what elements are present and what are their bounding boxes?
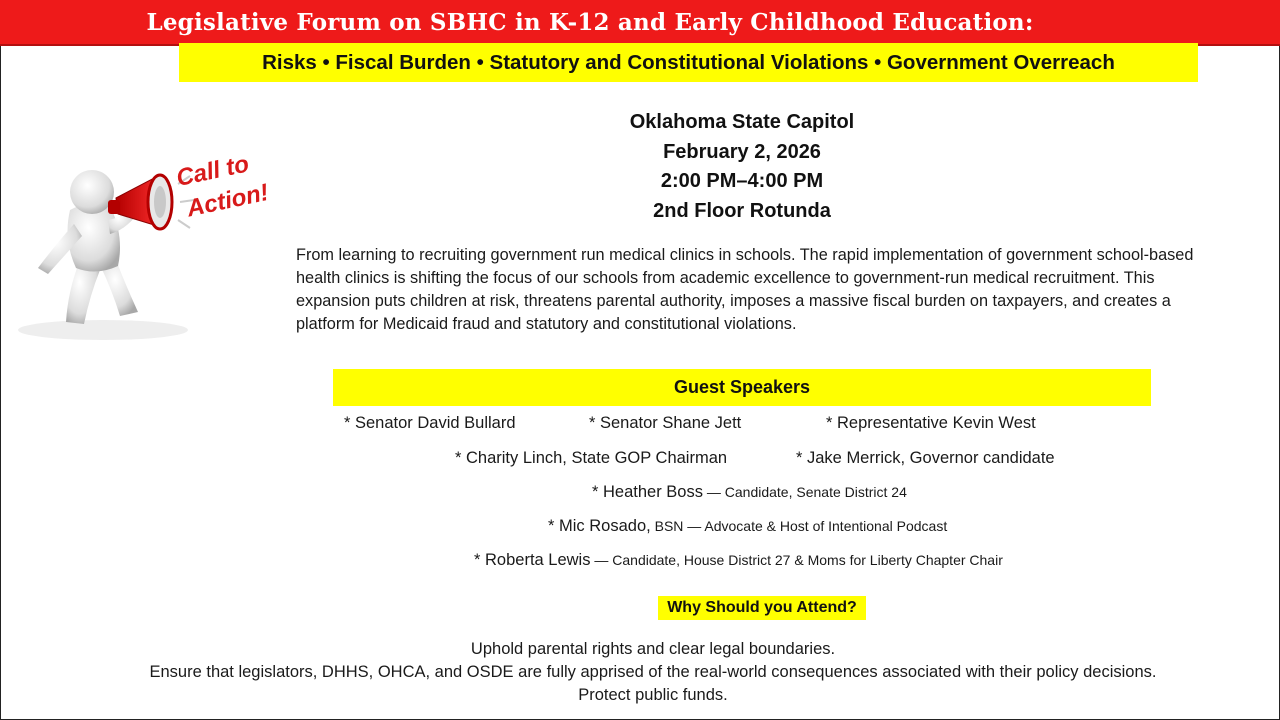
reason-item: Protect public funds. xyxy=(578,686,728,704)
speaker-item xyxy=(548,517,947,536)
speaker-name: * Senator David Bullard xyxy=(344,414,516,432)
speaker-item xyxy=(796,449,1055,468)
speakers-heading: Guest Speakers xyxy=(673,377,811,397)
reason-item: Uphold parental rights and clear legal boundaries. xyxy=(470,640,836,658)
speaker-name: * Mic Rosado, xyxy=(548,517,651,535)
event-time: 2:00 PM–4:00 PM xyxy=(660,170,824,192)
title-banner xyxy=(0,0,1280,46)
reason-item: Ensure that legislators, DHHS, OHCA, and OSDE are fully apprised of the real-world consequences associated with their policy decisions. xyxy=(149,663,1157,681)
callout-line-2: Action! xyxy=(184,178,271,223)
forum-description: From learning to recruiting government run medical clinics in schools. The rapid implementation of government school-based health clinics is shifting the focus of our schools from academic excellence to government-run medical recruitment. This expansion puts children at risk, threatens parental authority, imposes a massive fiscal burden on taxpayers, and creates a platform for Medicaid fraud and statutory and constitutional violations. xyxy=(296,246,1194,333)
speaker-role: — Candidate, House District 27 & Moms for Liberty Chapter Chair xyxy=(590,552,1003,568)
speaker-role: BSN — Advocate & Host of Intentional Podcast xyxy=(650,518,948,534)
megaphone-person-icon xyxy=(8,140,288,340)
event-date: February 2, 2026 xyxy=(663,140,821,163)
callout-line-1: Call to xyxy=(173,150,252,193)
why-attend-heading: Why Should you Attend? xyxy=(658,596,866,620)
speaker-name: * Senator Shane Jett xyxy=(589,414,742,432)
speaker-name: * Roberta Lewis xyxy=(474,551,591,569)
event-room: 2nd Floor Rotunda xyxy=(653,199,831,222)
speaker-item xyxy=(826,414,1036,433)
speaker-item xyxy=(474,551,1003,570)
event-details xyxy=(540,108,944,226)
call-to-action-illustration xyxy=(8,140,288,340)
subtitle-banner xyxy=(179,43,1198,82)
speaker-name: * Heather Boss xyxy=(592,483,703,501)
speaker-item xyxy=(592,483,907,502)
page-title: Legislative Forum on SBHC in K-12 and Early Childhood Education: xyxy=(146,8,1034,36)
speaker-item xyxy=(589,414,741,433)
speaker-name: * Representative Kevin West xyxy=(826,414,1036,432)
speaker-name: * Charity Linch, State GOP Chairman xyxy=(455,449,728,467)
speaker-item xyxy=(344,414,516,433)
speaker-role: — Candidate, Senate District 24 xyxy=(702,484,907,500)
speaker-name: * Jake Merrick, Governor candidate xyxy=(796,449,1055,467)
page-subtitle: Risks • Fiscal Burden • Statutory and Constitutional Violations • Government Overreach xyxy=(262,50,1115,74)
reasons-list xyxy=(0,638,1280,707)
event-location: Oklahoma State Capitol xyxy=(629,111,855,133)
speakers-banner xyxy=(333,369,1151,406)
speaker-item xyxy=(455,449,727,468)
